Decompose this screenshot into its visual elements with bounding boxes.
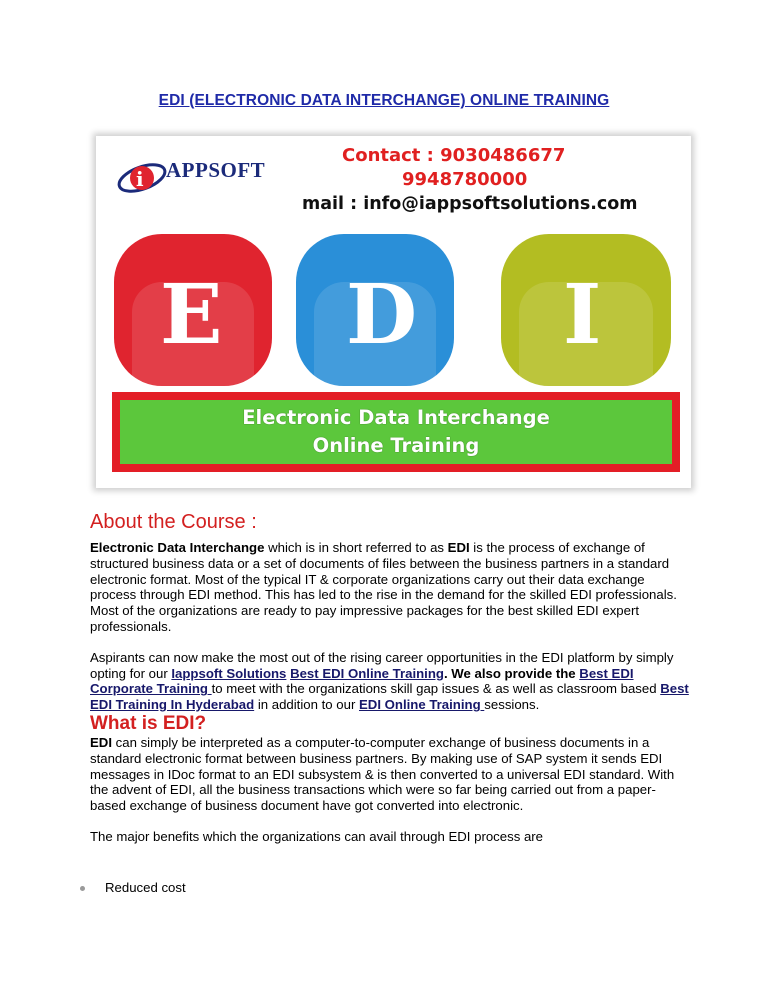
- iappsoft-logo: [108, 148, 283, 210]
- about-paragraph-1: [90, 540, 690, 635]
- letter-d-block: [296, 234, 454, 386]
- svg-text:i: i: [136, 167, 144, 191]
- letter-d: D: [346, 267, 418, 363]
- edi-abbrev: EDI: [90, 734, 112, 750]
- list-item: [80, 880, 186, 896]
- logo-text: APPSOFT: [166, 158, 266, 182]
- text-run: sessions.: [484, 697, 540, 713]
- letter-e: E: [160, 267, 223, 363]
- about-heading: About the Course :: [90, 511, 257, 533]
- letter-e-block: [114, 234, 272, 386]
- text-run: to meet with the organizations skill gap issues & as well as classroom based: [211, 681, 661, 697]
- ribbon-line-1: Electronic Data Interchange: [242, 406, 550, 429]
- edi-abbrev: EDI: [447, 540, 470, 555]
- bullet-icon: [80, 886, 85, 891]
- link-best-edi-corporate-training[interactable]: Best EDI Corporate Training: [90, 665, 634, 697]
- page-title: EDI (ELECTRONIC DATA INTERCHANGE) ONLINE TRAINING: [158, 92, 610, 109]
- contact-email: mail : info@iappsoftsolutions.com: [302, 194, 638, 214]
- what-is-edi-heading: What is EDI?: [90, 712, 207, 734]
- letter-i: I: [563, 267, 602, 363]
- link-iappsoft-solutions[interactable]: Iappsoft Solutions: [171, 665, 287, 681]
- link-edi-online-training[interactable]: EDI Online Training: [359, 697, 485, 713]
- text-run: can simply be interpreted as a computer-to-computer exchange of business documents in a standard electronic format between business partners. By making use of SAP system it sends EDI messages in IDoc format to an EDI subsystem & is then converted to a universal EDI standard. With the advent of EDI, all the business transactions which were so far being carried out from a paper-based exchange of business document have got converted into electronic.: [90, 734, 675, 814]
- list-item-label: Reduced cost: [105, 880, 186, 895]
- text-run: is the process of exchange of structured business data or a set of documents of files between the business partners in a standard electronic format. Most of the typical IT & corporate organizations carry out their data exchange process through EDI method. This has led to the rise in the demand for the skilled EDI professionals. Most of the organizations are ready to pay impressive packages for the best skilled EDI expert professionals.: [90, 540, 677, 634]
- about-paragraph-2: [90, 650, 690, 713]
- contact-phone-2: 9948780000: [402, 169, 528, 190]
- edi-term: Electronic Data Interchange: [90, 540, 265, 555]
- letter-i-block: [501, 234, 671, 386]
- link-best-edi-training-hyderabad[interactable]: Best EDI Training In Hyderabad: [90, 681, 689, 713]
- link-best-edi-online-training[interactable]: Best EDI Online Training: [290, 665, 444, 681]
- document-body: [90, 510, 690, 845]
- contact-phone-1: Contact : 9030486677: [342, 145, 566, 166]
- text-run: in addition to our: [254, 697, 359, 713]
- what-paragraph-2: The major benefits which the organizations can avail through EDI process are: [90, 828, 544, 844]
- logo-swoosh-icon: [108, 148, 168, 208]
- what-paragraph-1: [90, 735, 690, 814]
- banner-ribbon: [112, 392, 680, 472]
- text-run: which is in short referred to as: [264, 540, 448, 555]
- benefits-list: [80, 880, 186, 896]
- text-run: Aspirants can now make the most out of the rising career opportunities in the EDI platform by simply opting for our: [90, 649, 674, 681]
- course-banner-image: [96, 136, 691, 488]
- text-run: . We also provide the: [443, 665, 580, 681]
- contact-block: [342, 144, 565, 192]
- ribbon-line-2: Online Training: [312, 434, 480, 457]
